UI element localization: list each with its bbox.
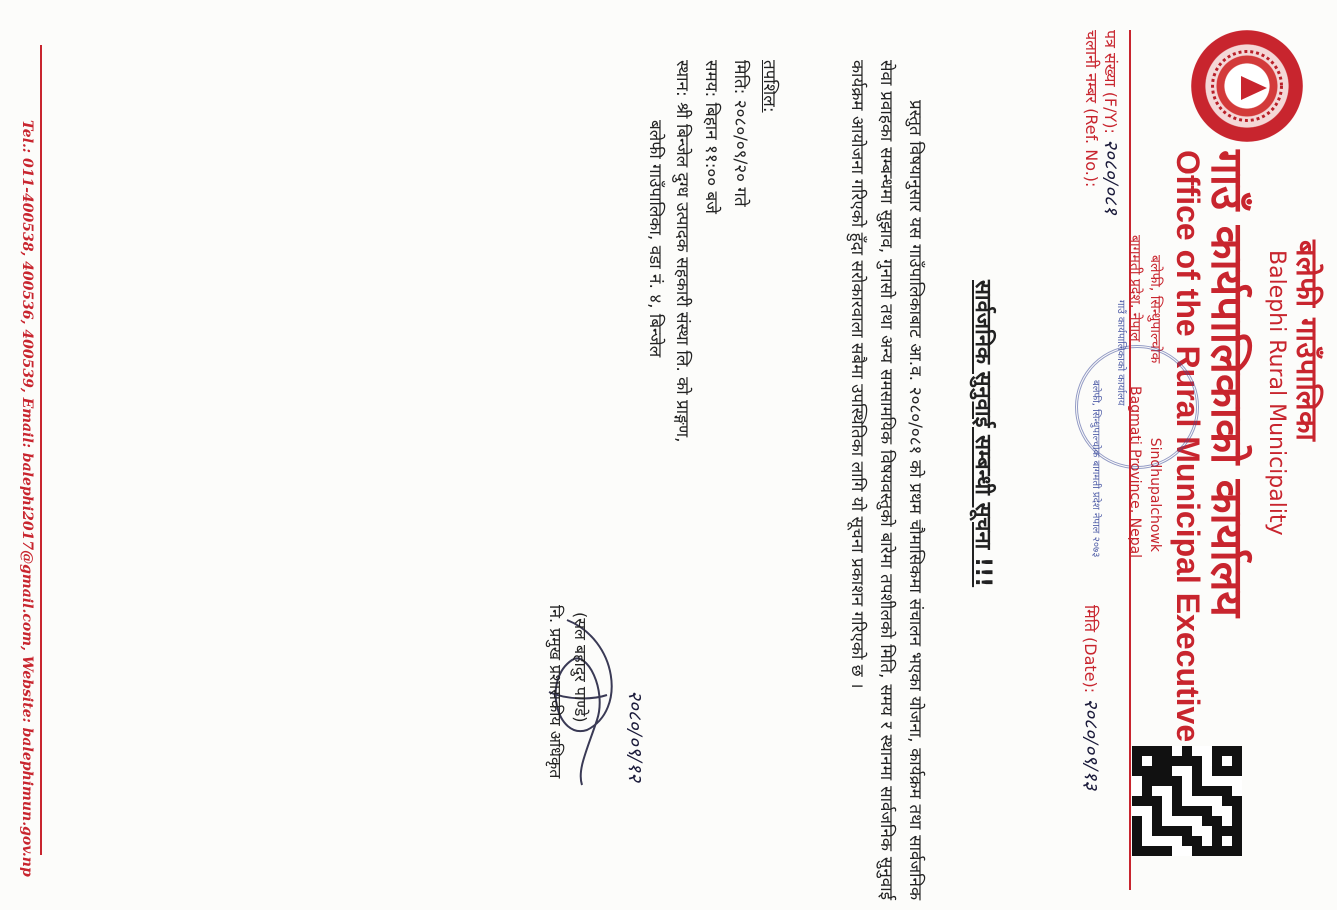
tapsil-venue-2: बलेफी गाउँपालिका, वडा नं. ४, बिन्जेल [645, 120, 665, 358]
nepal-emblem-logo [1191, 30, 1303, 142]
notice-title: सार्वजनिक सुनुवाई सम्बन्धी सूचना !!! [970, 280, 995, 588]
header-divider [1129, 30, 1131, 890]
tapsil-date: मिति: २०८०/०९/२० गते [730, 60, 750, 207]
letter-date-value: २०८०/०९/१३ [1080, 698, 1102, 791]
office-name-nepali: गाउँ कार्यपालिकाको कार्यालय [1201, 150, 1252, 618]
signatory-name: (सल बहादुर पाण्डे) [571, 612, 590, 723]
signature-date: २०८०/०९/१२ [624, 690, 646, 782]
municipality-name-nepali: बलेफी गाउँपालिका [1290, 240, 1324, 442]
stamp-text-1: गाउँ कार्यपालिकाको कार्यालय [1115, 300, 1126, 406]
footer-contact: Tel.: 011-400538, 400536, 400539, Email: balephi2017@gmail.com, Website: balephimun.gov.np [19, 120, 35, 877]
address-line-2: बागमती प्रदेश, नेपाल Bagmati Province, Nepal [1127, 235, 1143, 559]
letter-date: मिति (Date): २०८०/०९/१३ [1080, 605, 1102, 791]
office-name-english: Office of the Rural Municipal Executive [1170, 150, 1206, 743]
qr-code [1132, 746, 1242, 856]
municipality-name-english: Balephi Rural Municipality [1264, 250, 1289, 536]
tapsil-time: समय: बिहान ११:०० बजे [701, 60, 721, 214]
stamp-text-2: बलेफी, सिन्धुपाल्चोक बागमती प्रदेश नेपाल २०७३ [1090, 380, 1101, 558]
ref-number: चलानी नम्बर (Ref. No.): [1082, 30, 1101, 188]
tapsil-heading: तपशिल: [759, 60, 779, 113]
notice-body: प्रस्तुत विषयानुसार यस गाउँपालिकाबाट आ.व. २०८०/०८१ को प्रथम चौमासिकमा संचालन भएका योजना, कार्यक्रम तथा सार्वजनिक सेवा प्रवाहका सम्बन्धमा सुझाव, गुनासो तथा अन्य समसामयिक विषयवस्तुको बारेमा तपशीलको मिति, समय र स्थानमा सार्वजनिक सुनुवाई कार्यक्रम आयोजना गरिएको हुँदा सरोकारवाला सबैमा उपस्थितिका लागि यो सूचना प्रकाशन गरिएको छ । [847, 60, 925, 900]
patra-sankhya-value: २०८०/०८१ [1100, 139, 1122, 215]
tapsil-venue: स्थान: श्री बिन्जेल दुग्ध उत्पादक सहकारी संस्था लि. को प्राङ्गण, [672, 60, 692, 443]
footer-divider [40, 45, 42, 855]
address-line-1: बलेफी, सिन्धुपाल्चोक Sindhupalchowk [1147, 255, 1163, 553]
patra-sankhya: पत्र संख्या (F/Y): २०८०/०८१ [1100, 30, 1122, 215]
signatory-designation: नि. प्रमुख प्रशासकीय अधिकृत [546, 605, 565, 779]
